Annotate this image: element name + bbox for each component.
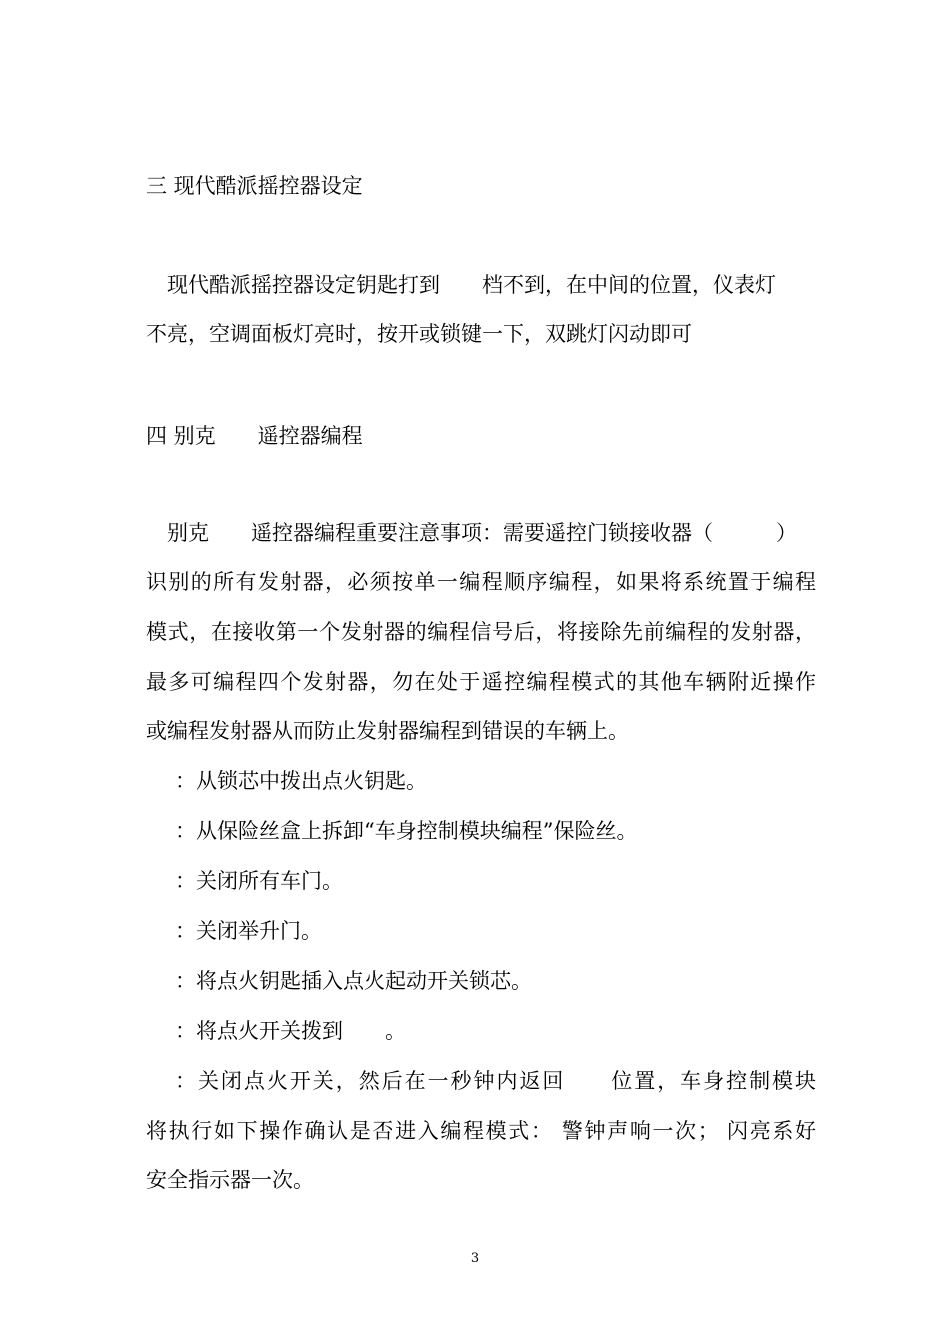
paragraph-line: 模式，在接收第一个发射器的编程信号后，将接除先前编程的发射器， bbox=[146, 620, 816, 644]
step-item: ：关闭举升门。 bbox=[175, 919, 322, 943]
step-item: ：关闭所有车门。 bbox=[175, 869, 343, 893]
step-item: ：从保险丝盒上拆卸“车身控制模块编程”保险丝。 bbox=[175, 819, 638, 843]
step-item: ：从锁芯中拨出点火钥匙。 bbox=[175, 769, 427, 793]
paragraph-line: 不亮，空调面板灯亮时，按开或锁键一下，双跳灯闪动即可 bbox=[146, 322, 692, 346]
paragraph-line: 别克 遥控器编程重要注意事项：需要遥控门锁接收器（ ） bbox=[167, 521, 797, 545]
page-number: 3 bbox=[470, 1251, 480, 1266]
step-continuation-line: 将执行如下操作确认是否进入编程模式： 警钟声响一次； 闪亮系好 bbox=[146, 1119, 816, 1143]
paragraph-line: 现代酷派摇控器设定钥匙打到 档不到，在中间的位置，仪表灯 bbox=[167, 273, 776, 297]
step-item: ：将点火钥匙插入点火起动开关锁芯。 bbox=[175, 969, 532, 993]
step-continuation-line: 安全指示器一次。 bbox=[146, 1168, 314, 1192]
paragraph-line: 识别的所有发射器，必须按单一编程顺序编程，如果将系统置于编程 bbox=[146, 570, 816, 594]
paragraph-line: 或编程发射器从而防止发射器编程到错误的车辆上。 bbox=[146, 719, 629, 743]
step-item: ：将点火开关拨到 。 bbox=[175, 1019, 406, 1043]
section-3-heading: 三 现代酷派摇控器设定 bbox=[146, 174, 363, 198]
paragraph-line: 最多可编程四个发射器，勿在处于遥控编程模式的其他车辆附近操作 bbox=[146, 670, 816, 694]
section-4-heading: 四 别克 遥控器编程 bbox=[146, 424, 363, 448]
step-item: ：关闭点火开关，然后在一秒钟内返回 位置，车身控制模块 bbox=[175, 1069, 816, 1093]
